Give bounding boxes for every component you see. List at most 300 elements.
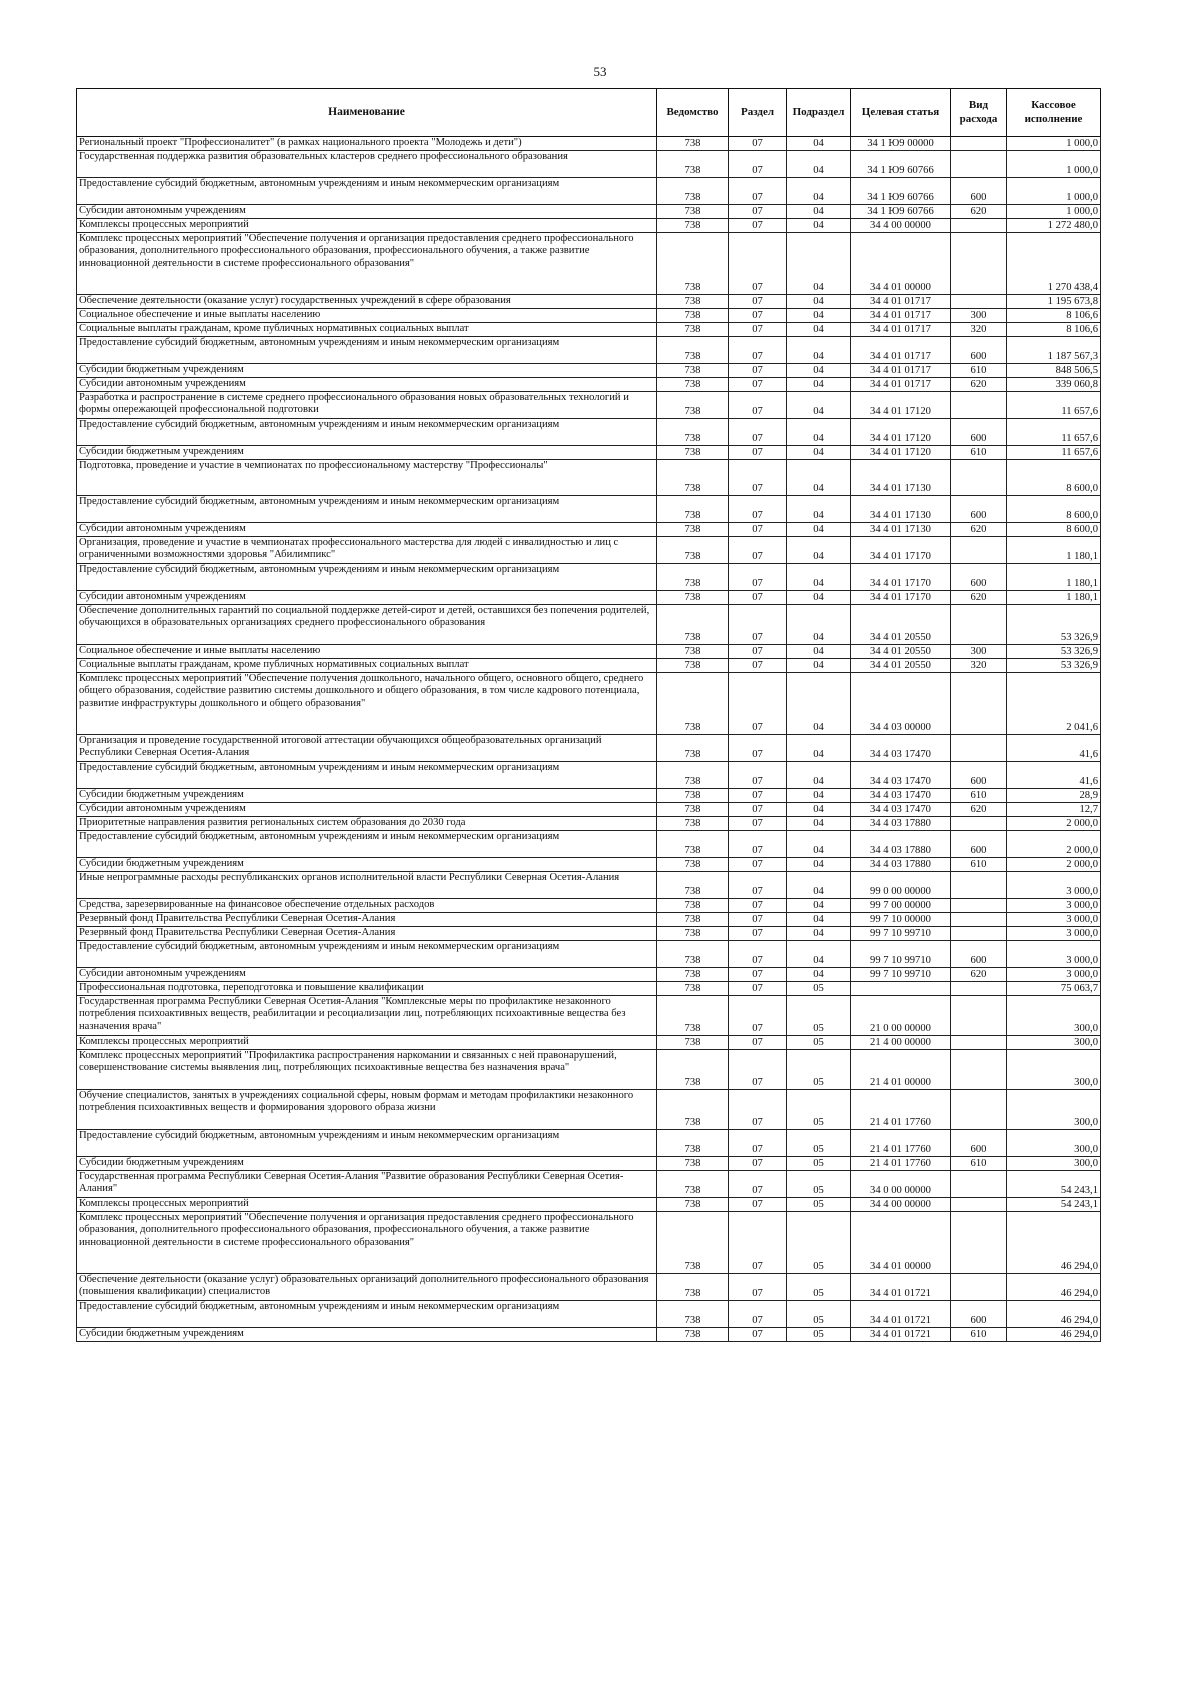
table-row	[77, 1036, 1101, 1050]
cell-name: Субсидии бюджетным учреждениям	[77, 789, 657, 803]
cell-ved: 738	[657, 927, 729, 941]
cell-podrazdel: 04	[787, 762, 851, 789]
cell-kass: 1 000,0	[1007, 205, 1101, 219]
cell-razdel: 07	[729, 309, 787, 323]
cell-vid	[951, 460, 1007, 496]
cell-podrazdel: 04	[787, 645, 851, 659]
cell-kass: 3 000,0	[1007, 927, 1101, 941]
cell-podrazdel: 04	[787, 178, 851, 205]
cell-vid: 610	[951, 858, 1007, 872]
cell-podrazdel: 04	[787, 419, 851, 446]
cell-podrazdel: 05	[787, 1301, 851, 1328]
table-row	[77, 392, 1101, 419]
cell-podrazdel: 05	[787, 996, 851, 1036]
table-row	[77, 605, 1101, 645]
cell-ved: 738	[657, 872, 729, 899]
cell-cel: 34 4 01 17120	[851, 419, 951, 446]
cell-ved: 738	[657, 523, 729, 537]
cell-razdel: 07	[729, 1274, 787, 1301]
cell-vid: 610	[951, 1328, 1007, 1342]
cell-name: Предоставление субсидий бюджетным, автономным учреждениям и иным некоммерческим организациям	[77, 419, 657, 446]
cell-vid	[951, 233, 1007, 295]
cell-vid	[951, 899, 1007, 913]
cell-razdel: 07	[729, 735, 787, 762]
cell-vid: 600	[951, 178, 1007, 205]
cell-cel: 34 4 03 17470	[851, 803, 951, 817]
cell-razdel: 07	[729, 762, 787, 789]
cell-podrazdel: 05	[787, 1198, 851, 1212]
cell-cel: 34 4 03 00000	[851, 673, 951, 735]
cell-vid	[951, 392, 1007, 419]
header-name: Наименование	[77, 89, 657, 137]
cell-vid	[951, 1050, 1007, 1090]
cell-ved: 738	[657, 364, 729, 378]
cell-podrazdel: 04	[787, 523, 851, 537]
cell-cel: 34 0 00 00000	[851, 1171, 951, 1198]
cell-ved: 738	[657, 1328, 729, 1342]
header-kass: Кассовое исполнение	[1007, 89, 1101, 137]
cell-cel: 34 4 01 20550	[851, 659, 951, 673]
cell-kass: 12,7	[1007, 803, 1101, 817]
cell-razdel: 07	[729, 1212, 787, 1274]
table-row	[77, 378, 1101, 392]
cell-kass: 1 270 438,4	[1007, 233, 1101, 295]
cell-vid: 600	[951, 941, 1007, 968]
cell-name: Предоставление субсидий бюджетным, автономным учреждениям и иным некоммерческим организациям	[77, 178, 657, 205]
cell-vid: 600	[951, 496, 1007, 523]
cell-ved: 738	[657, 309, 729, 323]
cell-razdel: 07	[729, 1301, 787, 1328]
cell-vid: 620	[951, 803, 1007, 817]
cell-podrazdel: 04	[787, 899, 851, 913]
cell-kass: 11 657,6	[1007, 392, 1101, 419]
table-row	[77, 1090, 1101, 1130]
table-row	[77, 858, 1101, 872]
cell-razdel: 07	[729, 537, 787, 564]
header-vid: Вид расхода	[951, 89, 1007, 137]
cell-cel: 34 4 01 01717	[851, 378, 951, 392]
cell-razdel: 07	[729, 968, 787, 982]
cell-razdel: 07	[729, 178, 787, 205]
cell-ved: 738	[657, 151, 729, 178]
cell-razdel: 07	[729, 789, 787, 803]
cell-cel: 99 7 10 99710	[851, 968, 951, 982]
cell-cel: 34 4 03 17880	[851, 817, 951, 831]
table-row	[77, 927, 1101, 941]
cell-cel: 34 4 01 17120	[851, 446, 951, 460]
cell-name: Субсидии бюджетным учреждениям	[77, 446, 657, 460]
cell-name: Субсидии автономным учреждениям	[77, 205, 657, 219]
cell-ved: 738	[657, 858, 729, 872]
cell-kass: 300,0	[1007, 1050, 1101, 1090]
cell-razdel: 07	[729, 460, 787, 496]
cell-razdel: 07	[729, 392, 787, 419]
cell-cel: 34 4 01 01717	[851, 337, 951, 364]
table-row	[77, 323, 1101, 337]
header-razdel: Раздел	[729, 89, 787, 137]
cell-podrazdel: 04	[787, 309, 851, 323]
cell-podrazdel: 05	[787, 1157, 851, 1171]
table-row	[77, 996, 1101, 1036]
cell-cel: 34 4 00 00000	[851, 1198, 951, 1212]
cell-kass: 300,0	[1007, 1090, 1101, 1130]
header-podrazdel: Подраздел	[787, 89, 851, 137]
cell-kass: 41,6	[1007, 762, 1101, 789]
cell-vid	[951, 735, 1007, 762]
table-body	[77, 137, 1101, 1342]
cell-podrazdel: 04	[787, 295, 851, 309]
cell-kass: 46 294,0	[1007, 1328, 1101, 1342]
cell-ved: 738	[657, 378, 729, 392]
cell-kass: 339 060,8	[1007, 378, 1101, 392]
cell-vid	[951, 137, 1007, 151]
table-row	[77, 295, 1101, 309]
cell-podrazdel: 05	[787, 1212, 851, 1274]
cell-podrazdel: 05	[787, 1090, 851, 1130]
cell-vid	[951, 1036, 1007, 1050]
cell-razdel: 07	[729, 295, 787, 309]
cell-ved: 738	[657, 968, 729, 982]
cell-podrazdel: 04	[787, 496, 851, 523]
cell-cel: 99 7 10 99710	[851, 927, 951, 941]
cell-podrazdel: 04	[787, 872, 851, 899]
cell-ved: 738	[657, 941, 729, 968]
cell-razdel: 07	[729, 323, 787, 337]
cell-vid: 600	[951, 337, 1007, 364]
cell-cel: 34 4 01 01721	[851, 1328, 951, 1342]
cell-name: Профессиональная подготовка, переподготовка и повышение квалификации	[77, 982, 657, 996]
cell-name: Обеспечение деятельности (оказание услуг) образовательных организаций дополнительного профессионального образования (повышения квалификации) специалистов	[77, 1274, 657, 1301]
cell-podrazdel: 04	[787, 337, 851, 364]
table-row	[77, 337, 1101, 364]
cell-razdel: 07	[729, 1036, 787, 1050]
cell-podrazdel: 05	[787, 1274, 851, 1301]
cell-razdel: 07	[729, 151, 787, 178]
cell-name: Предоставление субсидий бюджетным, автономным учреждениям и иным некоммерческим организациям	[77, 496, 657, 523]
cell-cel: 21 4 01 00000	[851, 1050, 951, 1090]
cell-name: Резервный фонд Правительства Республики Северная Осетия-Алания	[77, 927, 657, 941]
cell-ved: 738	[657, 205, 729, 219]
cell-cel: 34 4 03 17880	[851, 858, 951, 872]
cell-cel: 99 0 00 00000	[851, 872, 951, 899]
cell-vid	[951, 219, 1007, 233]
cell-vid	[951, 151, 1007, 178]
cell-ved: 738	[657, 659, 729, 673]
cell-ved: 738	[657, 899, 729, 913]
cell-vid	[951, 1090, 1007, 1130]
cell-podrazdel: 05	[787, 1050, 851, 1090]
cell-ved: 738	[657, 1050, 729, 1090]
table-row	[77, 1157, 1101, 1171]
cell-podrazdel: 04	[787, 735, 851, 762]
table-header-row	[77, 89, 1101, 137]
cell-vid	[951, 872, 1007, 899]
cell-ved: 738	[657, 982, 729, 996]
cell-name: Субсидии бюджетным учреждениям	[77, 1328, 657, 1342]
table-row	[77, 913, 1101, 927]
cell-ved: 738	[657, 460, 729, 496]
cell-podrazdel: 04	[787, 392, 851, 419]
cell-name: Социальное обеспечение и иные выплаты населению	[77, 645, 657, 659]
cell-name: Подготовка, проведение и участие в чемпионатах по профессиональному мастерству "Профессионалы"	[77, 460, 657, 496]
cell-ved: 738	[657, 1198, 729, 1212]
cell-name: Обеспечение дополнительных гарантий по социальной поддержке детей-сирот и детей, оставшихся без попечения родителей, обучающихся в образовательных организациях среднего профессионального образования	[77, 605, 657, 645]
table-row	[77, 645, 1101, 659]
cell-ved: 738	[657, 392, 729, 419]
table-row	[77, 219, 1101, 233]
cell-vid: 610	[951, 446, 1007, 460]
cell-cel: 34 1 Ю9 00000	[851, 137, 951, 151]
cell-name: Комплексы процессных мероприятий	[77, 219, 657, 233]
cell-podrazdel: 04	[787, 205, 851, 219]
table-row	[77, 1171, 1101, 1198]
cell-kass: 3 000,0	[1007, 899, 1101, 913]
cell-kass: 3 000,0	[1007, 968, 1101, 982]
cell-kass: 46 294,0	[1007, 1301, 1101, 1328]
cell-cel: 34 4 00 00000	[851, 219, 951, 233]
cell-name: Региональный проект "Профессионалитет" (в рамках национального проекта "Молодежь и дети")	[77, 137, 657, 151]
cell-razdel: 07	[729, 982, 787, 996]
cell-cel: 34 4 01 17170	[851, 537, 951, 564]
cell-kass: 1 000,0	[1007, 151, 1101, 178]
cell-kass: 1 000,0	[1007, 178, 1101, 205]
cell-name: Комплекс процессных мероприятий "Обеспечение получения дошкольного, начального общего, основного общего, среднего общего образования, содействие развитию системы дошкольного и общего образования, в том числе кадрового потенциала, развитие инфраструктуры дошкольного и общего образования"	[77, 673, 657, 735]
table-row	[77, 1301, 1101, 1328]
table-row	[77, 591, 1101, 605]
table-row	[77, 1198, 1101, 1212]
cell-ved: 738	[657, 1130, 729, 1157]
cell-name: Организация и проведение государственной итоговой аттестации обучающихся общеобразовательных организаций Республики Северная Осетия-Алания	[77, 735, 657, 762]
cell-ved: 738	[657, 219, 729, 233]
cell-vid	[951, 817, 1007, 831]
cell-kass: 1 000,0	[1007, 137, 1101, 151]
cell-razdel: 07	[729, 1171, 787, 1198]
cell-razdel: 07	[729, 564, 787, 591]
cell-vid: 320	[951, 323, 1007, 337]
cell-vid	[951, 982, 1007, 996]
cell-podrazdel: 04	[787, 927, 851, 941]
cell-kass: 46 294,0	[1007, 1274, 1101, 1301]
cell-name: Комплекс процессных мероприятий "Обеспечение получения и организация предоставления среднего профессионального образования, дополнительного профессионального образования, профессионального обучения, а также развитие инновационной деятельности в системе профессионального образования"	[77, 233, 657, 295]
cell-razdel: 07	[729, 858, 787, 872]
cell-vid: 610	[951, 1157, 1007, 1171]
cell-name: Государственная программа Республики Северная Осетия-Алания "Развитие образования Республики Северная Осетия-Алания"	[77, 1171, 657, 1198]
cell-name: Комплексы процессных мероприятий	[77, 1198, 657, 1212]
cell-cel: 34 4 01 01717	[851, 323, 951, 337]
cell-ved: 738	[657, 817, 729, 831]
cell-ved: 738	[657, 419, 729, 446]
cell-kass: 2 041,6	[1007, 673, 1101, 735]
cell-razdel: 07	[729, 659, 787, 673]
cell-cel: 34 1 Ю9 60766	[851, 205, 951, 219]
table-row	[77, 831, 1101, 858]
cell-podrazdel: 04	[787, 323, 851, 337]
cell-razdel: 07	[729, 233, 787, 295]
cell-vid: 620	[951, 968, 1007, 982]
cell-kass: 8 106,6	[1007, 323, 1101, 337]
cell-kass: 28,9	[1007, 789, 1101, 803]
cell-kass: 54 243,1	[1007, 1198, 1101, 1212]
cell-vid: 600	[951, 762, 1007, 789]
cell-vid: 300	[951, 309, 1007, 323]
cell-ved: 738	[657, 446, 729, 460]
cell-name: Субсидии бюджетным учреждениям	[77, 364, 657, 378]
cell-vid	[951, 927, 1007, 941]
table-row	[77, 817, 1101, 831]
cell-name: Предоставление субсидий бюджетным, автономным учреждениям и иным некоммерческим организациям	[77, 941, 657, 968]
cell-kass: 3 000,0	[1007, 941, 1101, 968]
cell-podrazdel: 04	[787, 564, 851, 591]
cell-razdel: 07	[729, 205, 787, 219]
cell-kass: 1 180,1	[1007, 591, 1101, 605]
cell-name: Предоставление субсидий бюджетным, автономным учреждениям и иным некоммерческим организациям	[77, 831, 657, 858]
cell-vid: 620	[951, 378, 1007, 392]
cell-vid	[951, 1198, 1007, 1212]
cell-razdel: 07	[729, 872, 787, 899]
cell-cel: 21 4 01 17760	[851, 1130, 951, 1157]
cell-ved: 738	[657, 137, 729, 151]
cell-kass: 2 000,0	[1007, 817, 1101, 831]
cell-cel: 34 4 01 17130	[851, 460, 951, 496]
cell-kass: 300,0	[1007, 1036, 1101, 1050]
cell-vid: 300	[951, 645, 1007, 659]
cell-podrazdel: 05	[787, 982, 851, 996]
header-ved: Ведомство	[657, 89, 729, 137]
table-row	[77, 496, 1101, 523]
cell-name: Обучение специалистов, занятых в учреждениях социальной сферы, новым формам и методам профилактики незаконного потребления психоактивных веществ и формирования здорового образа жизни	[77, 1090, 657, 1130]
table-row	[77, 659, 1101, 673]
cell-ved: 738	[657, 803, 729, 817]
table-row	[77, 762, 1101, 789]
cell-cel: 34 4 01 01717	[851, 309, 951, 323]
cell-podrazdel: 04	[787, 233, 851, 295]
cell-kass: 41,6	[1007, 735, 1101, 762]
cell-cel: 34 4 03 17470	[851, 762, 951, 789]
cell-kass: 1 187 567,3	[1007, 337, 1101, 364]
cell-cel: 34 4 01 20550	[851, 605, 951, 645]
cell-ved: 738	[657, 831, 729, 858]
cell-ved: 738	[657, 1157, 729, 1171]
cell-razdel: 07	[729, 1050, 787, 1090]
cell-razdel: 07	[729, 645, 787, 659]
cell-name: Разработка и распространение в системе среднего профессионального образования новых образовательных технологий и формы опережающей профессиональной подготовки	[77, 392, 657, 419]
table-row	[77, 178, 1101, 205]
cell-cel: 99 7 10 00000	[851, 913, 951, 927]
cell-ved: 738	[657, 762, 729, 789]
cell-ved: 738	[657, 337, 729, 364]
cell-kass: 3 000,0	[1007, 913, 1101, 927]
cell-vid	[951, 996, 1007, 1036]
table-row	[77, 137, 1101, 151]
cell-razdel: 07	[729, 605, 787, 645]
cell-name: Субсидии автономным учреждениям	[77, 803, 657, 817]
cell-cel: 99 7 10 99710	[851, 941, 951, 968]
cell-name: Организация, проведение и участие в чемпионатах профессионального мастерства для людей с инвалидностью и лиц с ограниченными возможностями здоровья "Абилимпикс"	[77, 537, 657, 564]
cell-kass: 11 657,6	[1007, 419, 1101, 446]
cell-cel: 34 4 01 01717	[851, 364, 951, 378]
header-cel: Целевая статья	[851, 89, 951, 137]
cell-vid	[951, 295, 1007, 309]
cell-name: Социальное обеспечение и иные выплаты населению	[77, 309, 657, 323]
cell-ved: 738	[657, 1090, 729, 1130]
cell-name: Предоставление субсидий бюджетным, автономным учреждениям и иным некоммерческим организациям	[77, 337, 657, 364]
cell-name: Приоритетные направления развития региональных систем образования до 2030 года	[77, 817, 657, 831]
cell-vid	[951, 605, 1007, 645]
cell-name: Социальные выплаты гражданам, кроме публичных нормативных социальных выплат	[77, 659, 657, 673]
cell-razdel: 07	[729, 941, 787, 968]
table-row	[77, 364, 1101, 378]
cell-name: Комплекс процессных мероприятий "Профилактика распространения наркомании и связанных с ней правонарушений, совершенствование системы выявления лиц, потребляющих психоактивные вещества без назначения врача"	[77, 1050, 657, 1090]
cell-cel: 34 4 01 17170	[851, 591, 951, 605]
cell-cel: 99 7 00 00000	[851, 899, 951, 913]
cell-podrazdel: 04	[787, 591, 851, 605]
table-row	[77, 1130, 1101, 1157]
table-row	[77, 673, 1101, 735]
cell-podrazdel: 04	[787, 968, 851, 982]
cell-ved: 738	[657, 496, 729, 523]
cell-ved: 738	[657, 178, 729, 205]
cell-podrazdel: 04	[787, 817, 851, 831]
cell-podrazdel: 04	[787, 858, 851, 872]
table-row	[77, 151, 1101, 178]
cell-name: Государственная программа Республики Северная Осетия-Алания "Комплексные меры по профилактике незаконного потребления психоактивных веществ, реабилитации и ресоциализации лиц, потребляющих психоактивные вещества без назначения врача"	[77, 996, 657, 1036]
page-number: 53	[593, 64, 607, 79]
cell-kass: 8 600,0	[1007, 523, 1101, 537]
cell-razdel: 07	[729, 364, 787, 378]
cell-podrazdel: 04	[787, 659, 851, 673]
cell-podrazdel: 05	[787, 1130, 851, 1157]
cell-podrazdel: 04	[787, 831, 851, 858]
cell-razdel: 07	[729, 1157, 787, 1171]
cell-name: Субсидии бюджетным учреждениям	[77, 858, 657, 872]
cell-cel: 21 0 00 00000	[851, 996, 951, 1036]
cell-name: Обеспечение деятельности (оказание услуг) государственных учреждений в сфере образования	[77, 295, 657, 309]
cell-cel: 21 4 01 17760	[851, 1090, 951, 1130]
table-row	[77, 460, 1101, 496]
cell-kass: 2 000,0	[1007, 858, 1101, 872]
cell-cel: 34 4 01 17120	[851, 392, 951, 419]
cell-podrazdel: 04	[787, 803, 851, 817]
table-row	[77, 446, 1101, 460]
table-row	[77, 1050, 1101, 1090]
cell-podrazdel: 05	[787, 1171, 851, 1198]
cell-razdel: 07	[729, 496, 787, 523]
cell-vid: 600	[951, 831, 1007, 858]
table-row	[77, 419, 1101, 446]
cell-name: Предоставление субсидий бюджетным, автономным учреждениям и иным некоммерческим организациям	[77, 564, 657, 591]
table-row	[77, 564, 1101, 591]
table-row	[77, 205, 1101, 219]
cell-razdel: 07	[729, 446, 787, 460]
cell-razdel: 07	[729, 523, 787, 537]
cell-razdel: 07	[729, 378, 787, 392]
cell-vid: 320	[951, 659, 1007, 673]
cell-name: Предоставление субсидий бюджетным, автономным учреждениям и иным некоммерческим организациям	[77, 1301, 657, 1328]
cell-podrazdel: 04	[787, 789, 851, 803]
table-row	[77, 803, 1101, 817]
cell-kass: 53 326,9	[1007, 605, 1101, 645]
table-row	[77, 789, 1101, 803]
cell-vid: 600	[951, 419, 1007, 446]
table-row	[77, 1274, 1101, 1301]
cell-podrazdel: 04	[787, 219, 851, 233]
cell-cel: 21 4 01 17760	[851, 1157, 951, 1171]
cell-podrazdel: 04	[787, 605, 851, 645]
cell-vid	[951, 1274, 1007, 1301]
cell-razdel: 07	[729, 137, 787, 151]
cell-vid: 620	[951, 591, 1007, 605]
cell-podrazdel: 04	[787, 913, 851, 927]
